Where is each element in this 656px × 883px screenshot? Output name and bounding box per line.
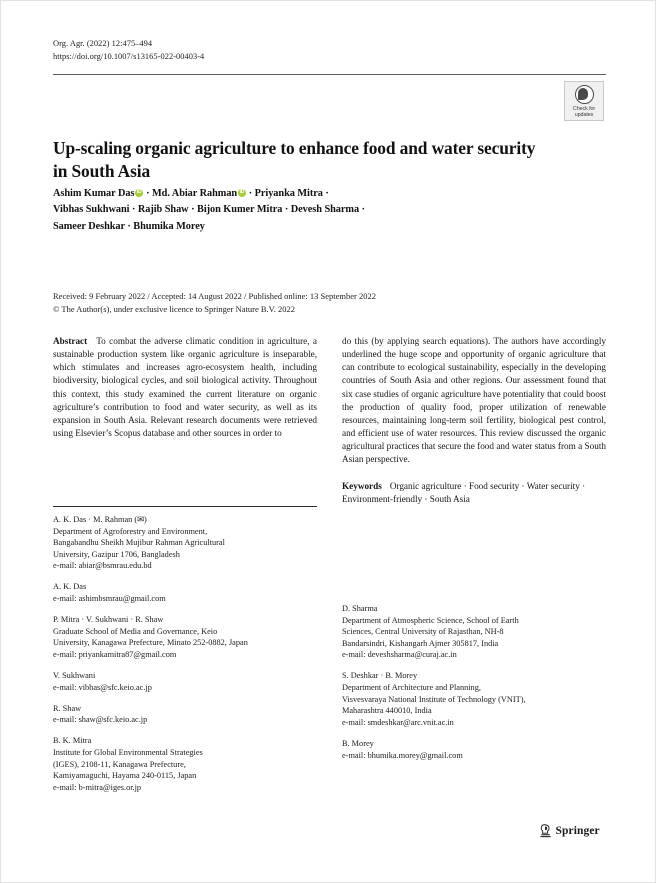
affiliation-email[interactable]: e-mail: priyankamitra87@gmail.com	[53, 649, 177, 659]
affiliation-names: V. Sukhwani	[53, 671, 96, 681]
author-line-3: Sameer Deshkar · Bhumika Morey	[53, 220, 205, 232]
header-divider	[53, 74, 606, 75]
affiliation-block	[53, 703, 317, 726]
affiliation-block	[342, 738, 606, 761]
abstract-text-right: do this (by applying search equations). The authors have accordingly underlined the huge scope and opportunity of organic agriculture that can contribute to ecological sustainability, especially in the developing countries of South Asia and other regions. Our assessment found that six case studies of organic agriculture have potentiality that could boost the production of quality food, proper utilization of renewable resources, maintaining long-term soil fertility, biological pest control, and efficient use of water resources. This review discussed the organic agricultural practices that secure the food and water status from a South Asian perspective.	[342, 336, 606, 465]
journal-header	[53, 37, 204, 63]
abstract-text-left: To combat the adverse climatic condition in agriculture, a sustainable production system like organic agriculture is inseparable, which stimulates and increases agro-ecosystem health, including biodiversity, biological cycles, and soil biological activity. Throughout this context, this study examined the current literature on organic agriculture’s contribution to food and water security, as well as its expansion in South Asia. Relevant research documents were retrieved using Elsevier’s Scopus database and other sources in order to	[53, 336, 317, 439]
affiliation-names: A. K. Das · M. Rahman (✉)	[53, 515, 147, 524]
affiliation-block	[53, 670, 317, 693]
page-title: Up-scaling organic agriculture to enhance food and water security in South Asia	[53, 137, 536, 181]
affiliation-line: Department of Agroforestry and Environment,	[53, 526, 208, 536]
affiliation-names: R. Shaw	[53, 703, 82, 713]
orcid-icon[interactable]	[238, 189, 246, 197]
author-line-2: Vibhas Sukhwani · Rajib Shaw · Bijon Kumer Mitra · Devesh Sharma ·	[53, 204, 365, 216]
affiliation-line: Bangabandhu Sheikh Mujibur Rahman Agricultural	[53, 538, 225, 548]
abstract-label: Abstract	[53, 336, 88, 346]
author-name[interactable]: Ashim Kumar Das	[53, 188, 135, 199]
affiliation-names: A. K. Das	[53, 582, 87, 592]
affiliation-email[interactable]: e-mail: vibhas@sfc.keio.ac.jp	[53, 682, 152, 692]
received-accepted-published-line: Received: 9 February 2022 / Accepted: 14 August 2022 / Published online: 13 September 2022	[53, 291, 376, 301]
affiliation-names: B. K. Mitra	[53, 736, 92, 746]
author-name[interactable]: Md. Abiar Rahman	[151, 188, 238, 199]
journal-doi[interactable]: https://doi.org/10.1007/s13165-022-00403-4	[53, 52, 205, 62]
affiliation-line: Kamiyamaguchi, Hayama 240-0115, Japan	[53, 771, 197, 781]
journal-citation: Org. Agr. (2022) 12:475–494	[53, 39, 153, 48]
affiliation-names: S. Deshkar · B. Morey	[342, 671, 418, 681]
orcid-icon[interactable]	[135, 189, 143, 197]
publication-dates	[53, 290, 573, 315]
affiliation-email[interactable]: e-mail: smdeshkar@arc.vnit.ac.in	[342, 717, 454, 727]
copyright-line: © The Author(s), under exclusive licence to Springer Nature B.V. 2022	[53, 303, 295, 314]
affiliation-line: Bandarsindri, Kishangarh Ajmer 305817, India	[342, 638, 499, 648]
affiliation-line: (IGES), 2108-11, Kanagawa Prefecture,	[53, 759, 186, 769]
author-line-1-tail: · Priyanka Mitra ·	[246, 188, 329, 199]
affiliation-line: Institute for Global Environmental Strategies	[53, 748, 203, 757]
affiliation-block	[53, 514, 317, 572]
affiliation-names: P. Mitra · V. Sukhwani · R. Shaw	[53, 615, 164, 625]
affiliation-line: University, Kanagawa Prefecture, Minato 252-0882, Japan	[53, 638, 248, 648]
affiliation-line: Graduate School of Media and Governance, Keio	[53, 626, 218, 636]
affiliation-email[interactable]: e-mail: ashimbsmrau@gmail.com	[53, 594, 166, 604]
affiliation-email[interactable]: e-mail: bhumika.morey@gmail.com	[342, 750, 463, 760]
affiliation-email[interactable]: e-mail: deveshsharma@curaj.ac.in	[342, 650, 457, 660]
affiliation-line: Department of Atmospheric Science, School of Earth	[342, 615, 519, 625]
affiliations-left	[53, 514, 317, 793]
affiliation-divider	[53, 506, 317, 507]
keywords-text: Organic agriculture · Food security · Water security · Environment-friendly · South Asia	[342, 480, 586, 505]
check-for-updates-label	[573, 106, 595, 119]
check-for-updates-line1: Check for	[572, 105, 596, 112]
affiliation-block	[53, 614, 317, 660]
affiliation-line: Maharashtra 440010, India	[342, 706, 432, 716]
crossmark-icon	[575, 85, 594, 104]
affiliations-right	[342, 603, 606, 761]
affiliation-email[interactable]: e-mail: b-mitra@iges.or.jp	[53, 782, 142, 792]
affiliation-email[interactable]: e-mail: shaw@sfc.keio.ac.jp	[53, 715, 148, 725]
affiliation-email[interactable]: e-mail: abiar@bsmrau.edu.bd	[53, 561, 152, 571]
affiliation-names: B. Morey	[342, 738, 374, 748]
springer-knight-logo-icon	[539, 824, 552, 838]
affiliation-block	[53, 735, 317, 793]
affiliation-line: Department of Architecture and Planning,	[342, 683, 481, 693]
springer-logo	[539, 824, 600, 838]
keywords-label: Keywords	[342, 480, 382, 491]
affiliation-line: Visvesvaraya National Institute of Technology (VNIT),	[342, 694, 526, 704]
check-for-updates-badge[interactable]	[564, 81, 604, 121]
keywords-section	[342, 480, 606, 507]
affiliation-block	[342, 670, 606, 728]
affiliation-block	[342, 603, 606, 661]
abstract-column-right	[342, 335, 606, 507]
affiliation-names: D. Sharma	[342, 604, 378, 613]
springer-wordmark: Springer	[555, 825, 600, 837]
affiliation-line: Sciences, Central University of Rajasthan, NH-8	[342, 627, 504, 637]
check-for-updates-line2: updates	[574, 111, 594, 118]
abstract-column-left	[53, 335, 317, 440]
affiliation-line: University, Gazipur 1706, Bangladesh	[53, 549, 180, 559]
author-list: Ashim Kumar DasiD · Md. Abiar RahmaniD · Priyanka Mitra · Vibhas Sukhwani · Rajib Shaw · Bijon Kumer Mitra · Devesh Sharma · Sameer Deshkar · Bhumika Morey	[53, 186, 553, 235]
affiliation-block	[53, 581, 317, 604]
